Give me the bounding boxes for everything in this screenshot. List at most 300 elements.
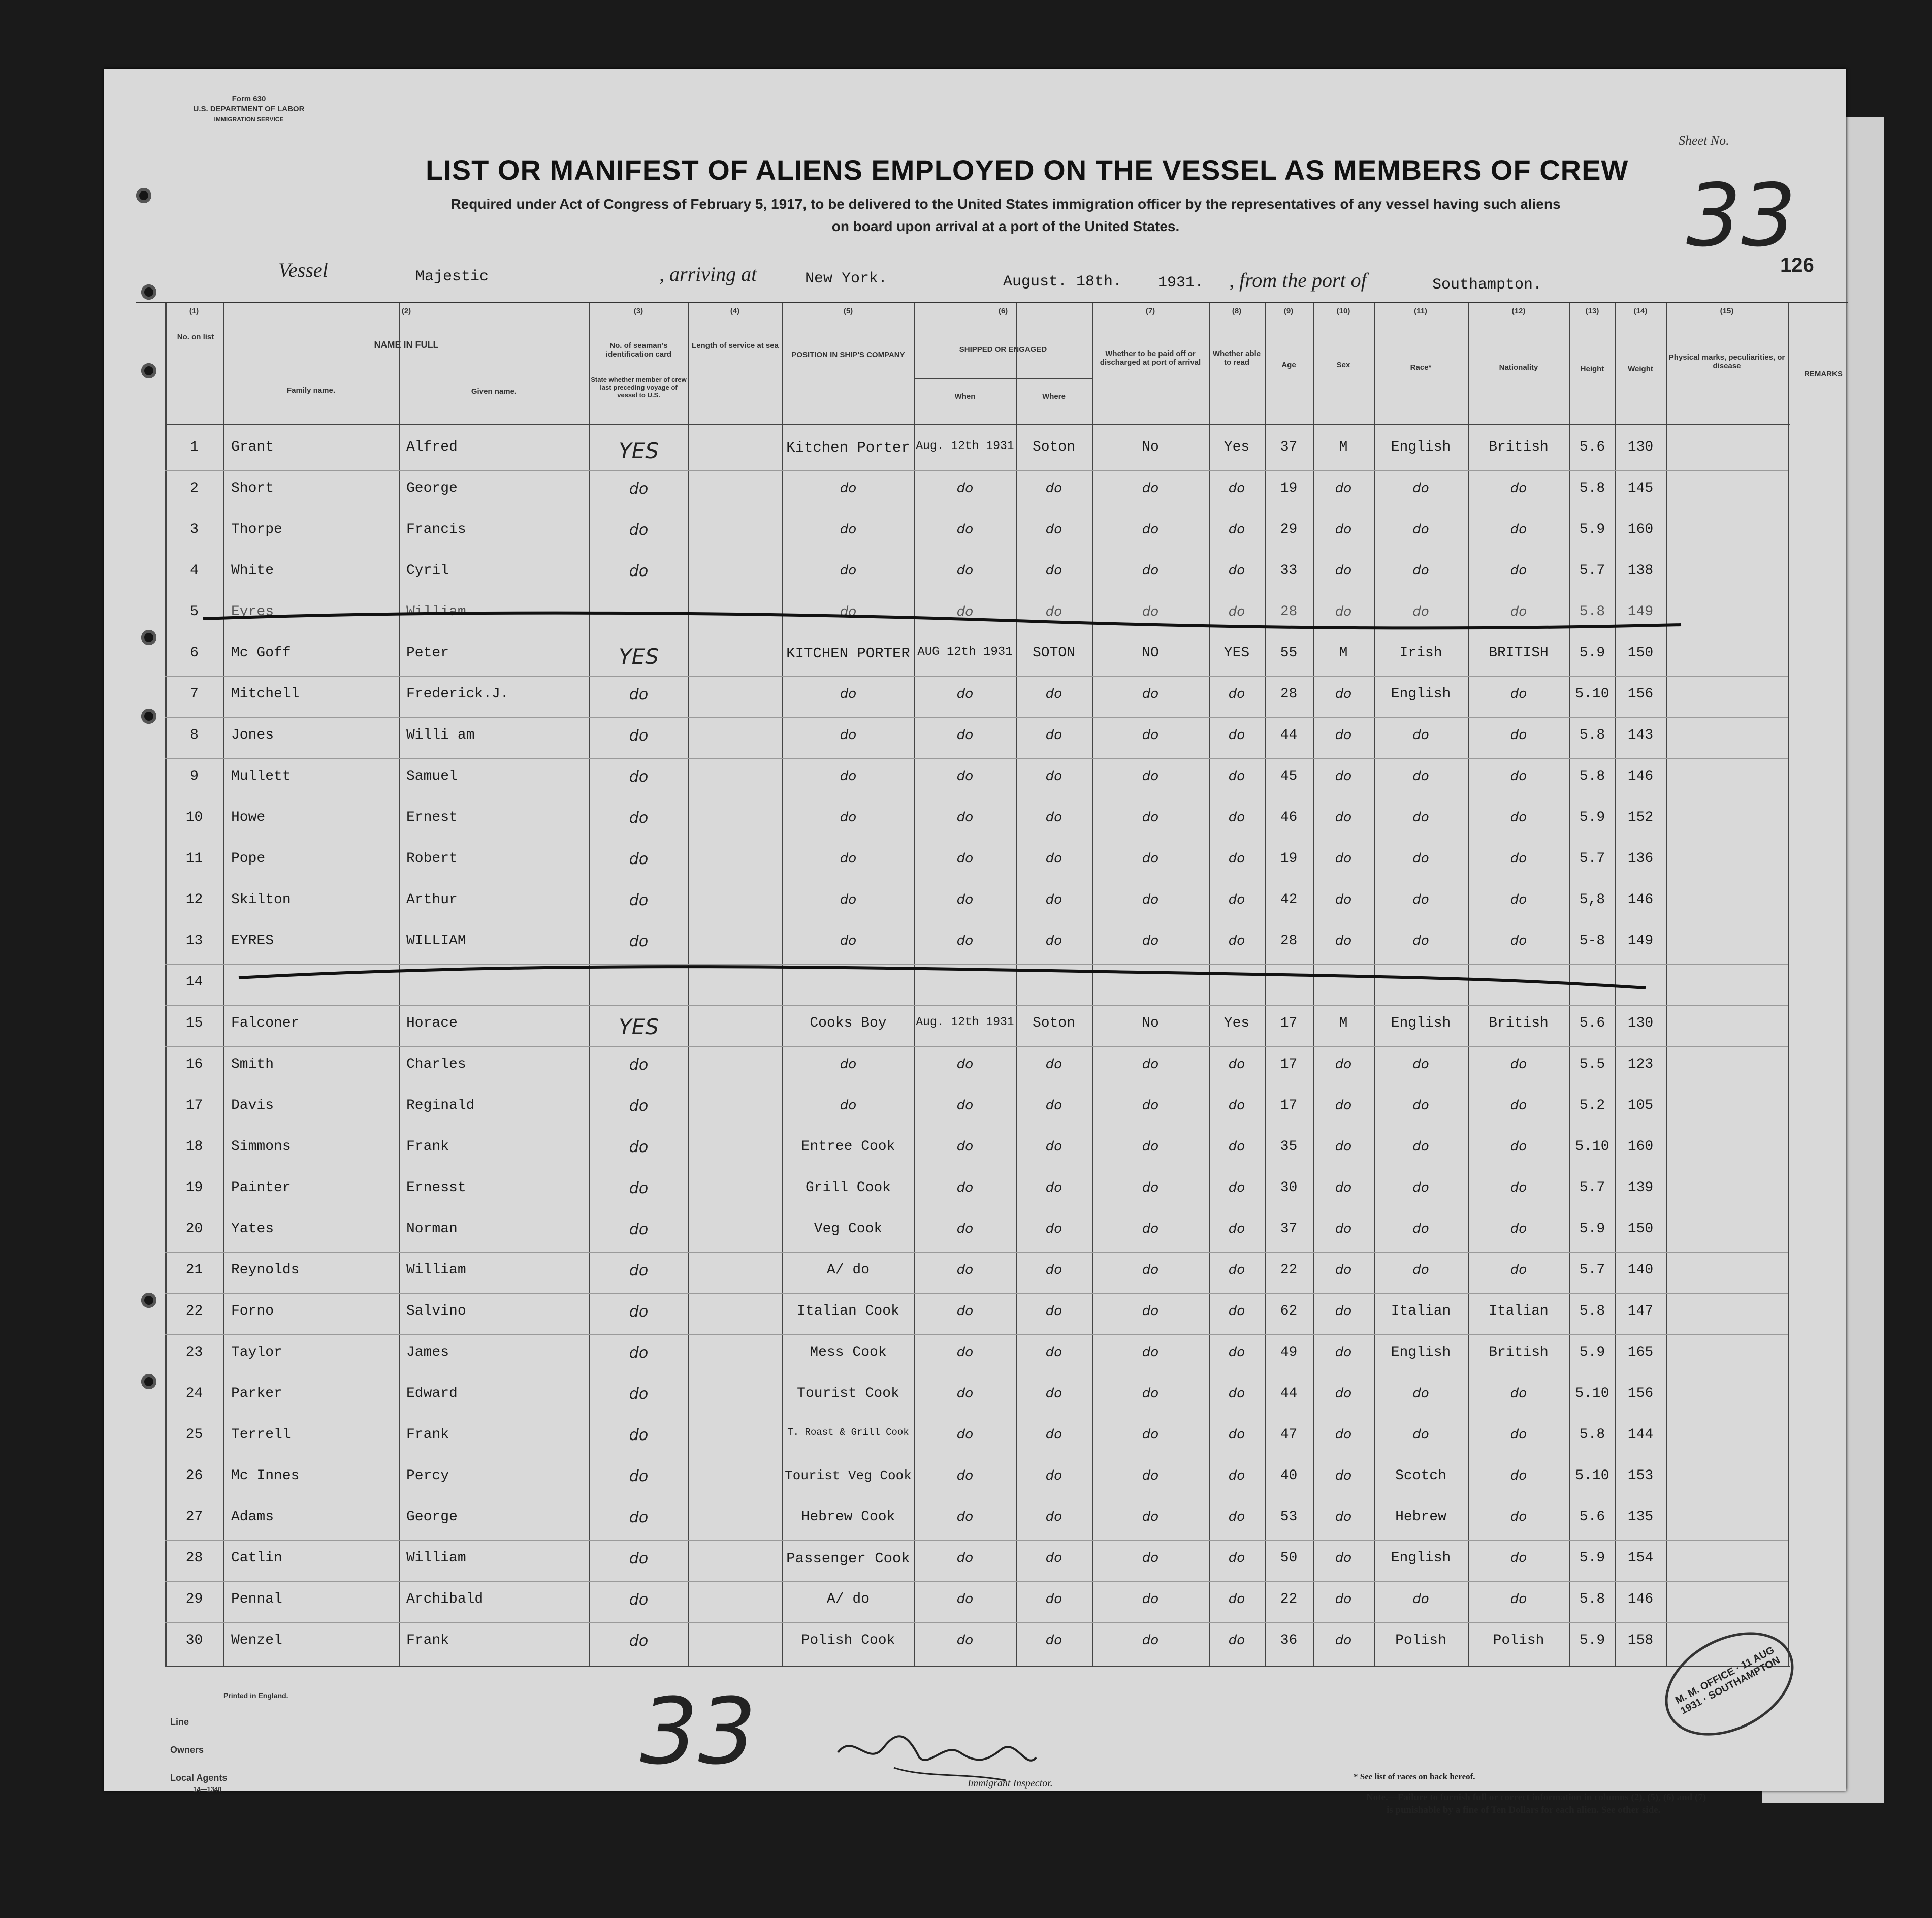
weight: 138 [1627, 563, 1654, 579]
race: English [1391, 1015, 1451, 1031]
height: 5.8 [1579, 604, 1605, 620]
age: 35 [1280, 1139, 1298, 1155]
form-number: Form 630 [232, 94, 266, 103]
position: T. Roast & Grill Cook [787, 1427, 909, 1438]
height: 5.8 [1579, 727, 1605, 743]
given-name: Archibald [406, 1591, 484, 1607]
paid-off: do [1142, 727, 1159, 743]
age: 46 [1280, 810, 1298, 825]
family-name: Davis [231, 1098, 274, 1113]
header-physical: Physical marks, peculiarities, or disease [1668, 353, 1785, 370]
sex: do [1335, 481, 1352, 496]
height: 5.9 [1579, 1633, 1605, 1648]
weight: 136 [1627, 851, 1654, 867]
position: do [840, 686, 857, 701]
family-name: Short [231, 481, 274, 496]
position: Kitchen Porter [786, 439, 910, 456]
position: do [840, 769, 857, 784]
id-card: do [629, 1138, 649, 1156]
sex: do [1335, 933, 1352, 948]
shipped-when: do [956, 1591, 974, 1607]
age: 49 [1280, 1345, 1298, 1360]
family-name: Howe [231, 810, 266, 825]
able-to-read: do [1228, 1098, 1245, 1113]
race: do [1412, 604, 1429, 619]
header-shipped: SHIPPED OR ENGAGED [959, 345, 1047, 354]
position: do [840, 1057, 857, 1072]
manifest-title: LIST OR MANIFEST OF ALIENS EMPLOYED ON THE VESSEL AS MEMBERS OF CREW [426, 154, 1629, 186]
header-weight: Weight [1628, 365, 1653, 373]
able-to-read: do [1228, 933, 1245, 948]
column-number: (9) [1283, 307, 1294, 315]
row-number: 28 [185, 1550, 203, 1566]
row-number: 30 [185, 1633, 203, 1648]
shipped-where: do [1045, 1303, 1062, 1319]
position: do [840, 481, 857, 496]
shipped-where: do [1045, 1386, 1062, 1401]
footer-note-1: Note.—Failure to furnish full or correct information in columns (2), (5), (6) and (7) [1366, 1792, 1706, 1803]
race: Scotch [1395, 1468, 1446, 1484]
nationality: do [1510, 1468, 1527, 1483]
row-number: 17 [185, 1098, 203, 1113]
race: do [1412, 892, 1429, 907]
sex: do [1335, 810, 1352, 825]
given-name: Frank [406, 1139, 449, 1155]
row-number: 21 [185, 1262, 203, 1278]
paid-off: do [1142, 810, 1159, 825]
paid-off: do [1142, 563, 1159, 578]
height: 5.2 [1579, 1098, 1605, 1113]
given-name: George [406, 481, 458, 496]
department: U.S. DEPARTMENT OF LABOR [193, 105, 305, 113]
id-card: YES [619, 644, 659, 669]
race: do [1412, 933, 1429, 948]
nationality: do [1510, 810, 1527, 825]
header-position: POSITION IN SHIP'S COMPANY [791, 350, 905, 359]
position: Mess Cook [810, 1345, 887, 1360]
able-to-read: do [1228, 1345, 1245, 1360]
height: 5.9 [1579, 645, 1605, 661]
nationality: do [1510, 851, 1527, 866]
id-card: do [629, 933, 649, 950]
weight: 160 [1627, 522, 1654, 537]
column-number: (15) [1720, 307, 1734, 315]
shipped-where: SOTON [1032, 645, 1075, 661]
age: 22 [1280, 1591, 1298, 1607]
able-to-read: Yes [1223, 1015, 1250, 1031]
able-to-read: do [1228, 604, 1245, 619]
paid-off: do [1142, 481, 1159, 496]
agents-label: Local Agents [170, 1773, 228, 1783]
id-card: do [629, 521, 649, 539]
arriving-label: , arriving at [659, 263, 757, 285]
age: 44 [1280, 1386, 1298, 1401]
position: Tourist Veg Cook [785, 1468, 912, 1483]
sex: M [1339, 645, 1348, 661]
shipped-where: do [1045, 522, 1062, 537]
race: do [1412, 851, 1429, 866]
race: do [1412, 1180, 1429, 1195]
shipped-when: do [956, 1633, 974, 1648]
footer-handwritten-number: 33 [640, 1679, 757, 1785]
weight: 156 [1627, 686, 1654, 702]
shipped-when: Aug. 12th 1931 [916, 439, 1014, 453]
row-number: 10 [185, 810, 203, 825]
row-number: 16 [185, 1057, 203, 1072]
paid-off: No [1142, 439, 1159, 455]
nationality: Polish [1493, 1633, 1544, 1648]
able-to-read: do [1228, 1509, 1245, 1524]
nationality: do [1510, 892, 1527, 907]
family-name: Eyres [231, 604, 274, 620]
height: 5.9 [1579, 1221, 1605, 1237]
age: 36 [1280, 1633, 1298, 1648]
header-height: Height [1580, 365, 1604, 373]
age: 47 [1280, 1427, 1298, 1443]
id-card: do [629, 480, 649, 498]
position: do [840, 727, 857, 743]
shipped-where: do [1045, 1098, 1062, 1113]
able-to-read: do [1228, 1057, 1245, 1072]
position: Tourist Cook [797, 1386, 899, 1401]
id-card: do [629, 1632, 649, 1650]
id-card: do [629, 1344, 649, 1362]
shipped-where: do [1045, 481, 1062, 496]
given-name: Frank [406, 1427, 449, 1443]
weight: 130 [1627, 439, 1654, 455]
position: Polish Cook [801, 1633, 895, 1648]
sex: M [1339, 1015, 1348, 1031]
height: 5.7 [1579, 1180, 1605, 1196]
sex: do [1335, 1057, 1352, 1072]
age: 37 [1280, 1221, 1298, 1237]
paid-off: do [1142, 892, 1159, 907]
race-note: * See list of races on back hereof. [1354, 1772, 1475, 1781]
row-number: 15 [185, 1015, 203, 1031]
weight: 149 [1627, 604, 1654, 620]
given-name: Horace [406, 1015, 458, 1031]
position: do [840, 1098, 857, 1113]
given-name: Willi am [406, 727, 475, 743]
age: 19 [1280, 481, 1298, 496]
sex: do [1335, 1633, 1352, 1648]
shipped-when: do [956, 522, 974, 537]
height: 5.8 [1579, 481, 1605, 496]
paid-off: do [1142, 1427, 1159, 1442]
given-name: Samuel [406, 769, 458, 784]
nationality: do [1510, 604, 1527, 619]
age: 28 [1280, 604, 1298, 620]
able-to-read: do [1228, 727, 1245, 743]
family-name: Thorpe [231, 522, 282, 537]
weight: 153 [1627, 1468, 1654, 1484]
shipped-where: do [1045, 1345, 1062, 1360]
id-card: do [629, 809, 649, 827]
race: English [1391, 1550, 1451, 1566]
nationality: do [1510, 481, 1527, 496]
given-name: George [406, 1509, 458, 1525]
race: do [1412, 769, 1429, 784]
race: English [1391, 686, 1451, 702]
column-number: (11) [1414, 307, 1427, 315]
age: 33 [1280, 563, 1298, 579]
able-to-read: do [1228, 1427, 1245, 1442]
page-number: 126 [1780, 254, 1814, 276]
given-name: Arthur [406, 892, 458, 908]
paid-off: do [1142, 686, 1159, 701]
age: 55 [1280, 645, 1298, 661]
header-name-in-full: NAME IN FULL [374, 340, 439, 350]
row-number: 18 [185, 1139, 203, 1155]
able-to-read: do [1228, 1386, 1245, 1401]
height: 5.6 [1579, 439, 1605, 455]
paid-off: do [1142, 1633, 1159, 1648]
id-card: do [629, 1097, 649, 1115]
paid-off: do [1142, 1345, 1159, 1360]
age: 53 [1280, 1509, 1298, 1525]
nationality: do [1510, 1427, 1527, 1442]
id-card: do [629, 850, 649, 868]
height: 5.8 [1579, 769, 1605, 784]
height: 5-8 [1579, 933, 1605, 949]
nationality: do [1510, 563, 1527, 578]
stamp-text: M. M. OFFICE · 11 AUG 1931 · SOUTHAMPTON [1673, 1644, 1782, 1717]
strike-row-14 [239, 967, 1646, 988]
column-number: (12) [1511, 307, 1526, 315]
column-number: (10) [1336, 307, 1350, 315]
height: 5.8 [1579, 1427, 1605, 1443]
shipped-when: do [956, 1098, 974, 1113]
row-number: 8 [190, 727, 199, 743]
nationality: do [1510, 1509, 1527, 1524]
age: 29 [1280, 522, 1298, 537]
column-number: (2) [401, 307, 411, 315]
race: do [1412, 563, 1429, 578]
given-name: Norman [406, 1221, 458, 1237]
given-name: Francis [406, 522, 466, 537]
shipped-when: do [956, 1139, 974, 1154]
race: do [1412, 1427, 1429, 1442]
height: 5,8 [1579, 892, 1605, 908]
able-to-read: do [1228, 563, 1245, 578]
nationality: do [1510, 1550, 1527, 1565]
family-name: Adams [231, 1509, 274, 1525]
header-age: Age [1281, 361, 1296, 369]
shipped-where: do [1045, 1550, 1062, 1565]
nationality: Italian [1489, 1303, 1549, 1319]
age: 40 [1280, 1468, 1298, 1484]
paid-off: do [1142, 1262, 1159, 1277]
row-number: 12 [185, 892, 203, 908]
able-to-read: do [1228, 769, 1245, 784]
shipped-when: do [956, 851, 974, 866]
position: Veg Cook [814, 1221, 883, 1237]
race: do [1412, 810, 1429, 825]
paid-off: do [1142, 522, 1159, 537]
id-card: do [629, 1179, 649, 1197]
paid-off: do [1142, 933, 1159, 948]
given-name: Ernesst [406, 1180, 466, 1196]
weight: 123 [1627, 1057, 1654, 1072]
race: do [1412, 1139, 1429, 1154]
row-number: 22 [185, 1303, 203, 1319]
row-number: 6 [190, 645, 199, 661]
id-card: do [629, 1467, 649, 1485]
weight: 143 [1627, 727, 1654, 743]
shipped-when: do [956, 769, 974, 784]
height: 5.6 [1579, 1015, 1605, 1031]
given-name: William [406, 1262, 466, 1278]
given-name: James [406, 1345, 449, 1360]
origin-port: Southampton. [1432, 276, 1542, 294]
age: 45 [1280, 769, 1298, 784]
race: do [1412, 481, 1429, 496]
sex: do [1335, 1427, 1352, 1442]
family-name: Skilton [231, 892, 291, 908]
race: do [1412, 727, 1429, 743]
height: 5.9 [1579, 1345, 1605, 1360]
height: 5.7 [1579, 851, 1605, 867]
position: Italian Cook [797, 1303, 899, 1319]
shipped-where: do [1045, 1468, 1062, 1483]
header-service-length: Length of service at sea [692, 341, 779, 350]
header-id-card: No. of seaman's identification card [605, 341, 672, 359]
weight: 149 [1627, 933, 1654, 949]
paid-off: NO [1142, 645, 1159, 661]
race: Polish [1395, 1633, 1446, 1648]
paid-off: do [1142, 1057, 1159, 1072]
shipped-where: do [1045, 851, 1062, 866]
id-card: YES [619, 1014, 659, 1039]
family-name: Forno [231, 1303, 274, 1319]
id-card: do [629, 1221, 649, 1238]
age: 50 [1280, 1550, 1298, 1566]
shipped-when: do [956, 1221, 974, 1236]
able-to-read: do [1228, 1221, 1245, 1236]
sex: do [1335, 1345, 1352, 1360]
column-number: (6) [998, 307, 1008, 315]
family-name: Smith [231, 1057, 274, 1072]
nationality: British [1489, 1015, 1549, 1031]
shipped-when: do [956, 1386, 974, 1401]
position: KITCHEN PORTER [786, 645, 910, 662]
row-number: 11 [185, 851, 203, 867]
able-to-read: do [1228, 686, 1245, 701]
sex: do [1335, 1262, 1352, 1277]
weight: 105 [1627, 1098, 1654, 1113]
race: do [1412, 522, 1429, 537]
header-no-on-list: No. on list [177, 333, 214, 341]
nationality: British [1489, 439, 1549, 455]
shipped-when: do [956, 563, 974, 578]
row-number: 1 [190, 439, 199, 455]
height: 5.7 [1579, 563, 1605, 579]
race: Irish [1399, 645, 1442, 661]
able-to-read: YES [1223, 645, 1250, 661]
shipped-when: do [956, 1550, 974, 1565]
paid-off: do [1142, 1509, 1159, 1524]
id-card: do [629, 891, 649, 909]
row-number: 5 [190, 604, 199, 620]
sex: do [1335, 1468, 1352, 1483]
column-number: (13) [1585, 307, 1599, 315]
family-name: Pennal [231, 1591, 282, 1607]
row-number: 14 [185, 974, 203, 990]
able-to-read: do [1228, 1633, 1245, 1648]
sex: do [1335, 563, 1352, 578]
column-number: (7) [1145, 307, 1155, 315]
sex: do [1335, 686, 1352, 701]
weight: 146 [1627, 892, 1654, 908]
position: do [840, 522, 857, 537]
shipped-when: do [956, 1509, 974, 1524]
age: 37 [1280, 439, 1298, 455]
race: do [1412, 1098, 1429, 1113]
given-name: Percy [406, 1468, 449, 1484]
given-name: Edward [406, 1386, 458, 1401]
position: A/ do [826, 1262, 870, 1278]
family-name: Yates [231, 1221, 274, 1237]
column-number: (4) [730, 307, 740, 315]
family-name: Falconer [231, 1015, 300, 1031]
sex: do [1335, 522, 1352, 537]
shipped-where: do [1045, 727, 1062, 743]
race: do [1412, 1221, 1429, 1236]
paid-off: do [1142, 1550, 1159, 1565]
row-number: 13 [185, 933, 203, 949]
position: Grill Cook [805, 1180, 891, 1196]
shipped-where: Soton [1032, 1015, 1075, 1031]
header-nationality: Nationality [1499, 363, 1538, 372]
shipped-where: do [1045, 769, 1062, 784]
age: 44 [1280, 727, 1298, 743]
height: 5.6 [1579, 1509, 1605, 1525]
shipped-where: do [1045, 1633, 1062, 1648]
age: 62 [1280, 1303, 1298, 1319]
age: 30 [1280, 1180, 1298, 1196]
nationality: do [1510, 727, 1527, 743]
shipped-where: do [1045, 1591, 1062, 1607]
header-id-card-note: State whether member of crew last preceding voyage of vessel to U.S. [591, 376, 687, 399]
id-card: do [629, 727, 649, 745]
vessel-name: Majestic [415, 268, 489, 285]
paid-off: do [1142, 1303, 1159, 1319]
header-where: Where [1042, 392, 1066, 401]
header-read: Whether able to read [1212, 349, 1261, 367]
given-name: Charles [406, 1057, 466, 1072]
shipped-where: Soton [1032, 439, 1075, 455]
position: do [840, 933, 857, 948]
column-number: (8) [1232, 307, 1242, 315]
weight: 160 [1627, 1139, 1654, 1155]
position: A/ do [826, 1591, 870, 1607]
shipped-where: do [1045, 1221, 1062, 1236]
paid-off: do [1142, 1386, 1159, 1401]
weight: 146 [1627, 769, 1654, 784]
id-card: do [629, 686, 649, 704]
paid-off: No [1142, 1015, 1159, 1031]
shipped-when: do [956, 1303, 974, 1319]
family-name: Mullett [231, 769, 291, 784]
position: do [840, 563, 857, 578]
race: do [1412, 1591, 1429, 1607]
weight: 146 [1627, 1591, 1654, 1607]
row-number: 3 [190, 522, 199, 537]
age: 17 [1280, 1015, 1298, 1031]
position: Passenger Cook [786, 1550, 910, 1567]
height: 5.7 [1579, 1262, 1605, 1278]
shipped-when: Aug. 12th 1931 [916, 1015, 1014, 1029]
